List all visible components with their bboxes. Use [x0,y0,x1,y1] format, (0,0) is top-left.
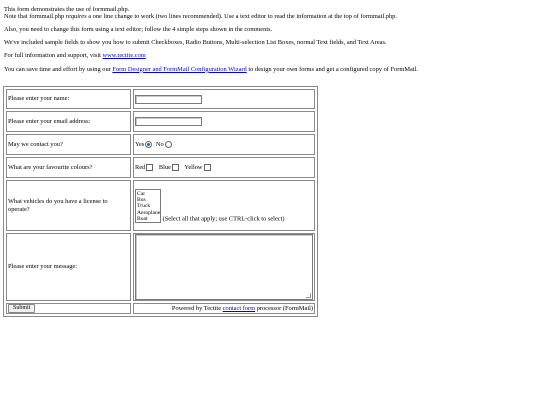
vehicle-option[interactable]: Bus [137,196,146,203]
vehicle-option[interactable]: Boat [137,216,148,223]
colour-blue-checkbox[interactable] [172,164,179,171]
vehicles-row [6,180,315,231]
message-textarea[interactable] [135,234,313,300]
colour-red-label: Red [135,163,146,171]
vehicle-option[interactable]: Aeroplane [137,209,161,216]
requires-emphasis: requires [65,13,87,21]
contact-cell [133,134,315,155]
contact-form-link[interactable]: contact form [222,304,256,312]
name-cell [133,89,315,109]
vehicle-option[interactable]: Truck [137,203,151,210]
contact-label: May we contact you? [6,134,131,155]
vehicles-cell [133,180,315,231]
powered-by-end: processor (FormMail) [255,304,313,312]
email-cell [133,111,315,132]
sample-fields-text: We've included sample fields to show you how to submit Checkboxes, Radio Buttons, Multi-selection List Boxes, normal Text fields, and Text Areas. [4,39,387,47]
contact-no-radio[interactable] [165,141,172,148]
wizard-text-end: to design your own forms and get a configured copy of FormMail. [246,65,419,73]
contact-row [6,134,315,155]
submit-button[interactable]: Submit [8,304,35,313]
intro-line-2-end: a one line change to work (two lines recommended). Use a text editor to read the information at the top of formmail.php. [86,13,397,21]
support-text [4,52,534,59]
message-label: Please enter your message: [6,233,131,301]
vehicles-listbox[interactable] [135,189,161,223]
name-input[interactable] [135,95,202,104]
vehicle-option[interactable]: Car [137,190,146,197]
wizard-text-start: You can save time and effort by using our [4,65,113,73]
powered-by-start: Powered by Tectite [171,304,223,312]
colours-row [6,157,315,178]
colours-cell [133,157,315,178]
email-input[interactable] [135,117,202,126]
message-row [6,233,315,301]
email-row [6,111,315,132]
resize-grip-icon[interactable] [306,293,311,298]
colour-red-checkbox[interactable] [146,164,153,171]
intro-section [4,6,534,79]
vehicles-label: What vehicles do you have a license to operate? [6,180,131,231]
colours-label: What are your favourite colours? [6,157,131,178]
intro-line-2 [4,13,397,20]
tectite-link[interactable]: www.tectite.com [102,52,146,60]
vehicles-hint: (Select all that apply; use CTRL-click to select) [162,215,285,223]
change-form-text: Also, you need to change this form using a text editor; follow the 4 simple steps shown in the comments. [4,25,273,33]
wizard-text [4,66,534,73]
intro-block [4,6,534,21]
contact-yes-radio[interactable] [145,141,152,148]
message-cell [133,233,315,301]
powered-by-text [133,303,315,314]
contact-no-label: No [155,140,164,148]
colour-blue-label: Blue [158,163,171,171]
submit-cell [6,303,131,314]
name-row [6,89,315,109]
support-text-start: For full information and support, visit [4,52,103,60]
form-designer-link[interactable]: Form Designer and FormMail Configuration Wizard [112,65,247,73]
submit-row [6,303,315,314]
contact-form-table [3,86,318,317]
intro-line-2-start: Note that formmail.php [4,13,66,21]
email-label: Please enter your email address: [6,111,131,132]
name-label: Please enter your name: [6,89,131,109]
intro-line-1: This form demonstrates the use of formmail.php. [4,6,130,13]
colour-yellow-label: Yellow [184,163,203,171]
colour-yellow-checkbox[interactable] [204,164,211,171]
contact-yes-label: Yes [135,140,145,148]
